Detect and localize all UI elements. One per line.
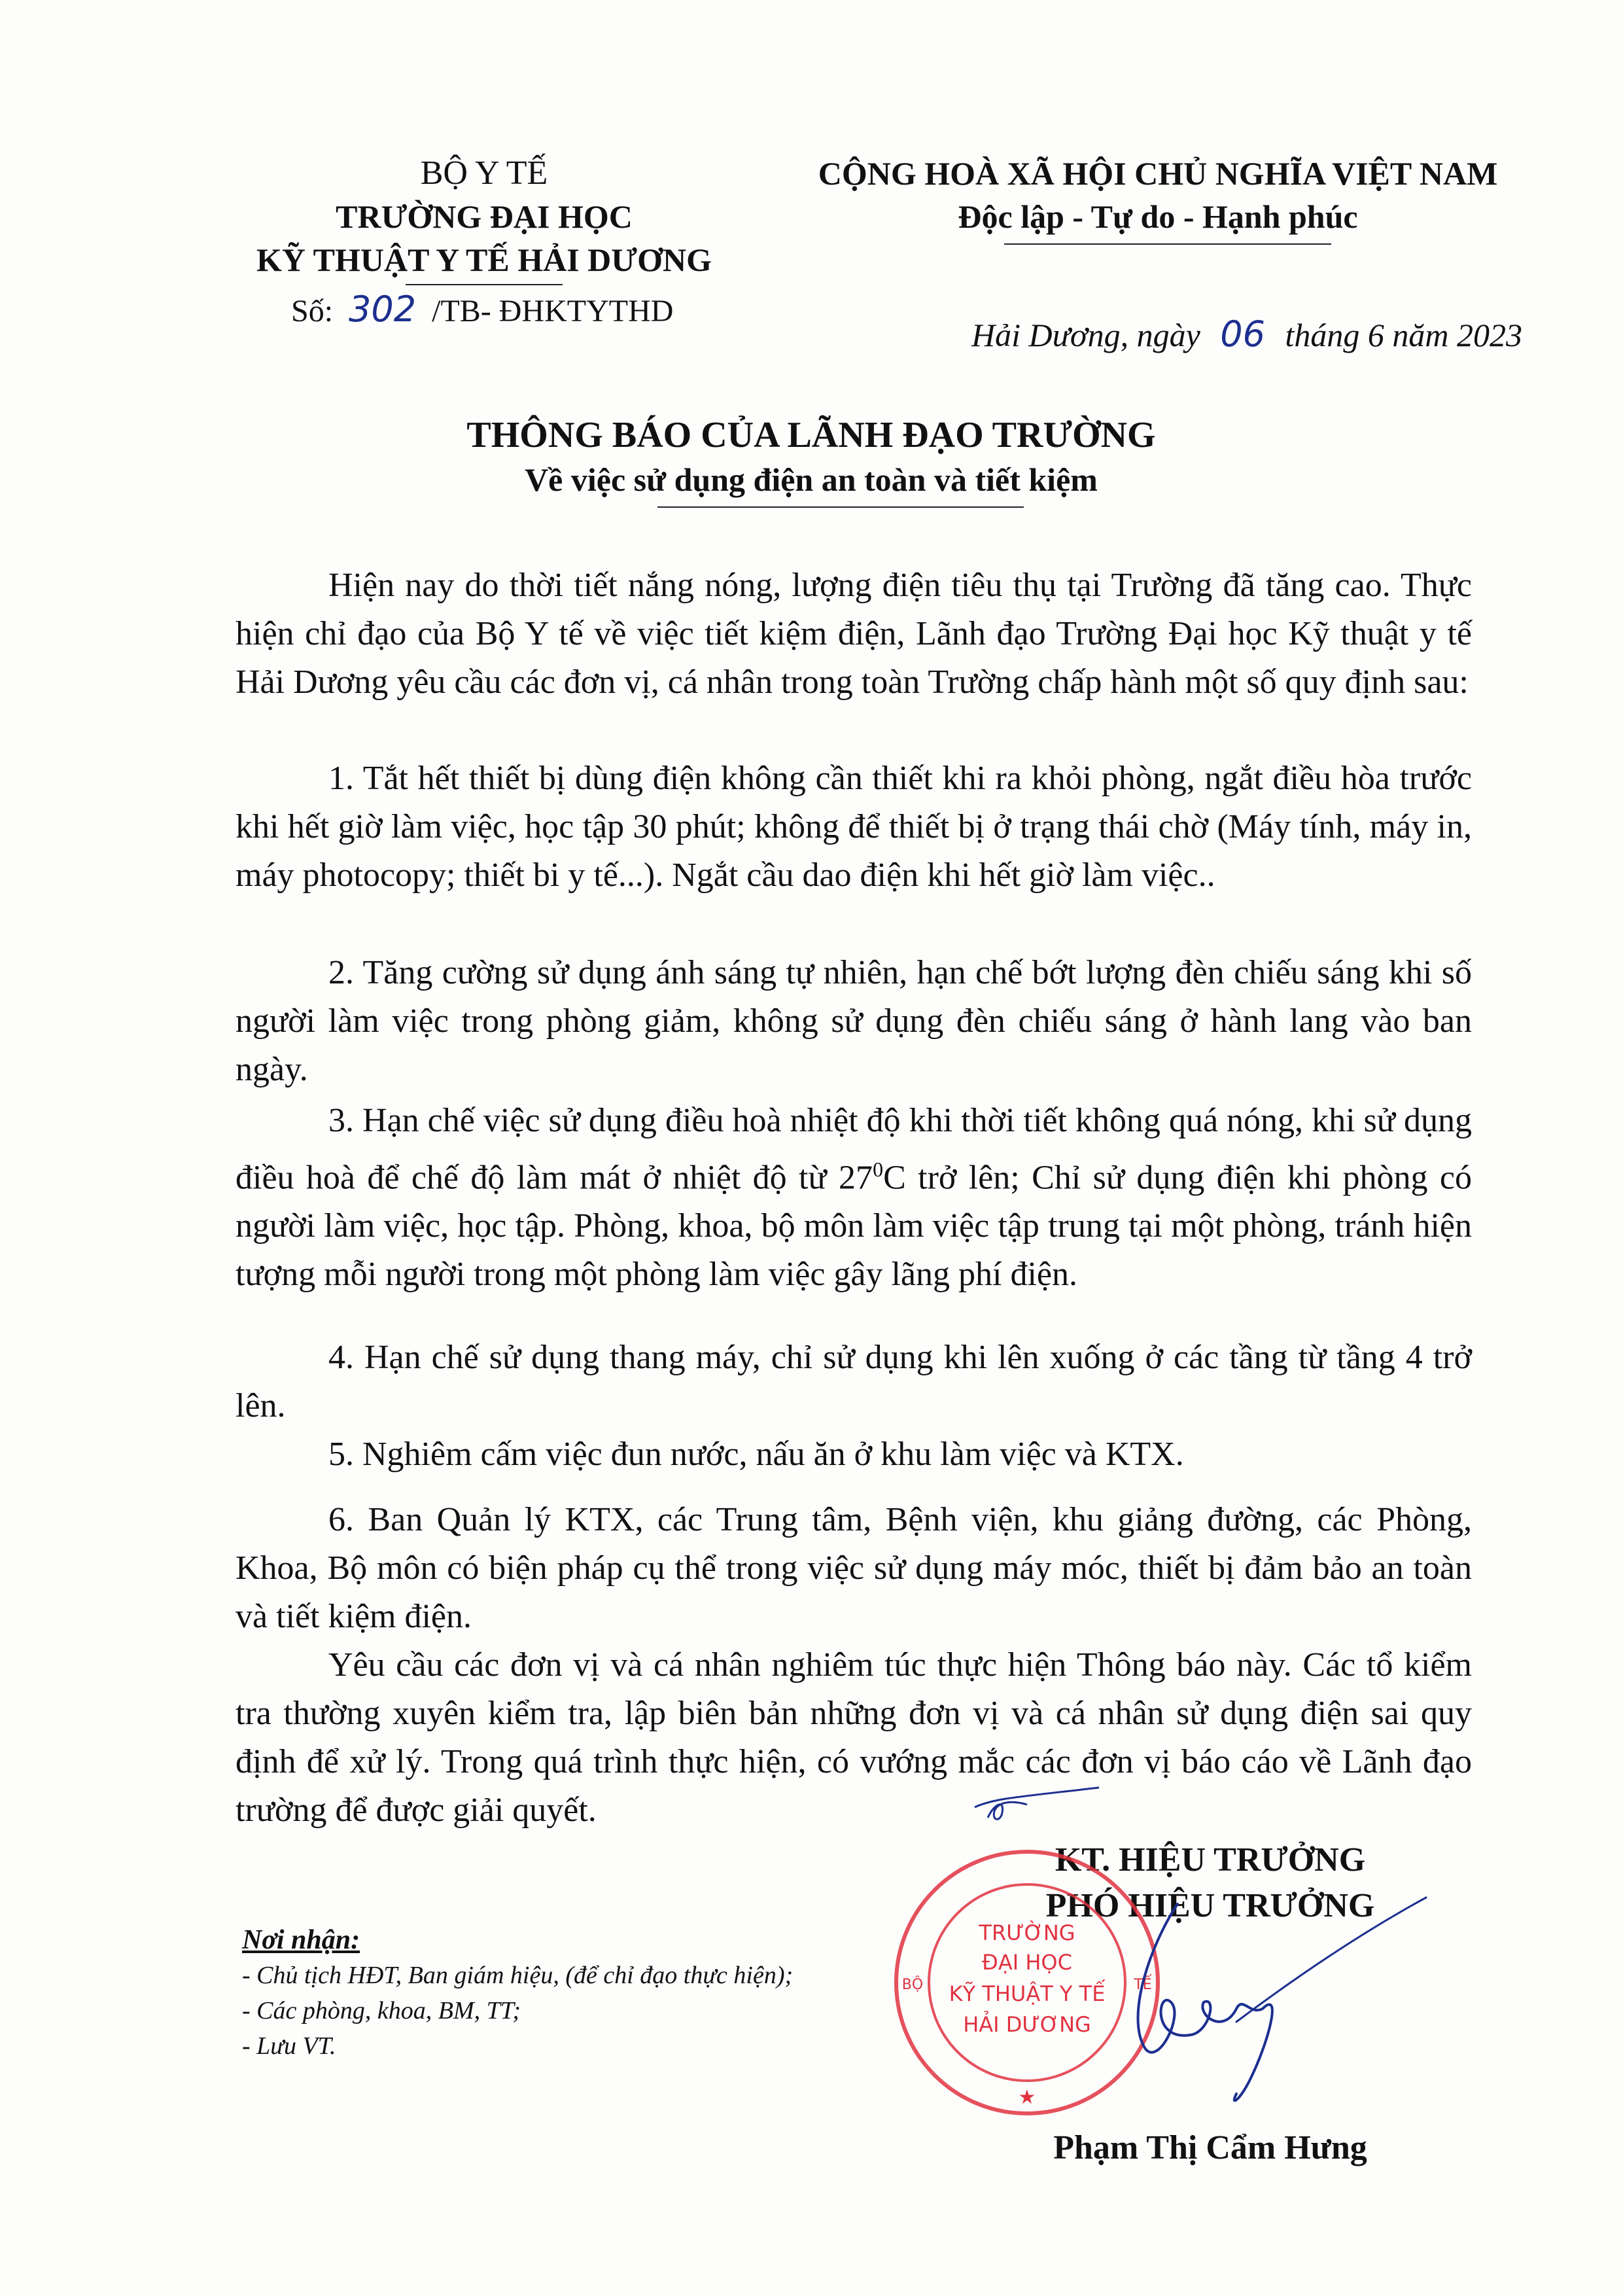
- stamp-star-icon: ★: [1018, 2086, 1036, 2109]
- item-3-paragraph: [236, 1097, 1472, 1299]
- ministry-name: BỘ Y TẾ: [420, 154, 548, 192]
- stamp-text-line3: KỸ THUẬT Y TẾ: [949, 1981, 1106, 2006]
- stamp-right-mark: TẾ: [1134, 1977, 1152, 1993]
- date-line: [971, 313, 1522, 357]
- stamp-text-line4: HẢI DƯƠNG: [963, 2012, 1091, 2037]
- stamp-text-line1: TRƯỜNG: [979, 1920, 1075, 1945]
- recipients-heading: Nơi nhận:: [242, 1925, 360, 1955]
- initial-mark-icon: [968, 1778, 1106, 1831]
- number-suffix: /TB- ĐHKTYTHD: [432, 294, 674, 328]
- recipient-item: - Các phòng, khoa, BM, TT;: [242, 1997, 521, 2024]
- number-handwritten: 302: [349, 289, 417, 330]
- school-name-line2: KỸ THUẬT Y TẾ HẢI DƯƠNG: [256, 241, 712, 278]
- closing-paragraph: Yêu cầu các đơn vị và cá nhân nghiêm túc thực hiện Thông báo này. Các tổ kiểm tra thường xuyên kiểm tra, lập biên bản những đơn vị và cá nhân sử dụng điện sai quy định để xử lý. Trong quá trình thực hiện, có vướng mắc các đơn vị báo cáo về Lãnh đạo trường để được giải quyết.: [236, 1646, 1472, 1829]
- item-3-text-b: C trở lên; Chỉ sử dụng điện khi phòng có người làm việc, học tập. Phòng, khoa, bộ môn làm việc tập trung tại một phòng, tránh hiện tượng mỗi người trong một phòng làm việc gây lãng phí điện.: [236, 1159, 1472, 1294]
- signature-title-line1: KT. HIỆU TRƯỞNG: [1055, 1841, 1366, 1879]
- stamp-text-line2: ĐẠI HỌC: [982, 1950, 1072, 1975]
- recipient-item: - Chủ tịch HĐT, Ban giám hiệu, (để chỉ đạo thực hiện);: [242, 1962, 794, 1989]
- title-underline: [657, 506, 1024, 508]
- item-2-paragraph: 2. Tăng cường sử dụng ánh sáng tự nhiên, hạn chế bớt lượng đèn chiếu sáng khi số người làm việc trong phòng giảm, không sử dụng đèn chiếu sáng ở hành lang vào ban ngày.: [236, 954, 1472, 1088]
- date-prefix: Hải Dương, ngày: [971, 317, 1200, 353]
- nation-title: CỘNG HOÀ XÃ HỘI CHỦ NGHĨA VIỆT NAM: [818, 155, 1498, 192]
- signature-title-line2: PHÓ HIỆU TRƯỞNG: [1045, 1887, 1375, 1924]
- date-day-handwritten: 06: [1220, 313, 1265, 355]
- recipient-item: - Lưu VT.: [242, 2032, 336, 2060]
- date-suffix: tháng 6 năm 2023: [1285, 317, 1522, 353]
- handwritten-signature: [1073, 1884, 1439, 2120]
- motto-underline: [1004, 243, 1331, 245]
- document-number: [291, 288, 673, 333]
- item-1-paragraph: 1. Tắt hết thiết bị dùng điện không cần thiết khi ra khỏi phòng, ngắt điều hòa trước khi hết giờ làm việc, học tập 30 phút; không để thiết bị ở trạng thái chờ (Máy tính, máy in, máy photocopy; thiết bi y tế...). Ngắt cầu dao điện khi hết giờ làm việc..: [236, 760, 1472, 894]
- item-6-paragraph: 6. Ban Quản lý KTX, các Trung tâm, Bệnh viện, khu giảng đường, các Phòng, Khoa, Bộ môn có biện pháp cụ thể trong việc sử dụng máy móc, thiết bị đảm bảo an toàn và tiết kiệm điện.: [236, 1501, 1472, 1635]
- document-subtitle: Về việc sử dụng điện an toàn và tiết kiệm: [525, 461, 1098, 498]
- item-3-text-a: 3. Hạn chế việc sử dụng điều hoà nhiệt độ khi thời tiết không quá nóng, khi sử dụng điều hoà để chế độ làm mát ở nhiệt độ từ 27: [236, 1102, 1472, 1197]
- number-prefix: Số:: [291, 294, 334, 328]
- ministry-underline: [406, 284, 563, 285]
- item-3-superscript: 0: [873, 1157, 884, 1181]
- item-4-paragraph: 4. Hạn chế sử dụng thang máy, chỉ sử dụng khi lên xuống ở các tầng từ tầng 4 trở lên.: [236, 1339, 1472, 1424]
- intro-paragraph: Hiện nay do thời tiết nắng nóng, lượng điện tiêu thụ tại Trường đã tăng cao. Thực hiện chỉ đạo của Bộ Y tế về việc tiết kiệm điện, Lãnh đạo Trường Đại học Kỹ thuật y tế Hải Dương yêu cầu các đơn vị, cá nhân trong toàn Trường chấp hành một số quy định sau:: [236, 567, 1472, 701]
- item-5-paragraph: 5. Nghiêm cấm việc đun nước, nấu ăn ở khu làm việc và KTX.: [328, 1436, 1184, 1473]
- signer-name: Phạm Thị Cẩm Hưng: [1053, 2129, 1367, 2166]
- recipients-block: [242, 1922, 962, 2064]
- ministry-header: [236, 152, 733, 281]
- document-title: THÔNG BÁO CỦA LÃNH ĐẠO TRƯỜNG: [466, 415, 1156, 455]
- school-name-line1: TRƯỜNG ĐẠI HỌC: [336, 198, 633, 235]
- nation-motto: Độc lập - Tự do - Hạnh phúc: [958, 198, 1358, 235]
- national-header: [765, 152, 1550, 238]
- stamp-left-mark: BỘ: [901, 1977, 924, 1993]
